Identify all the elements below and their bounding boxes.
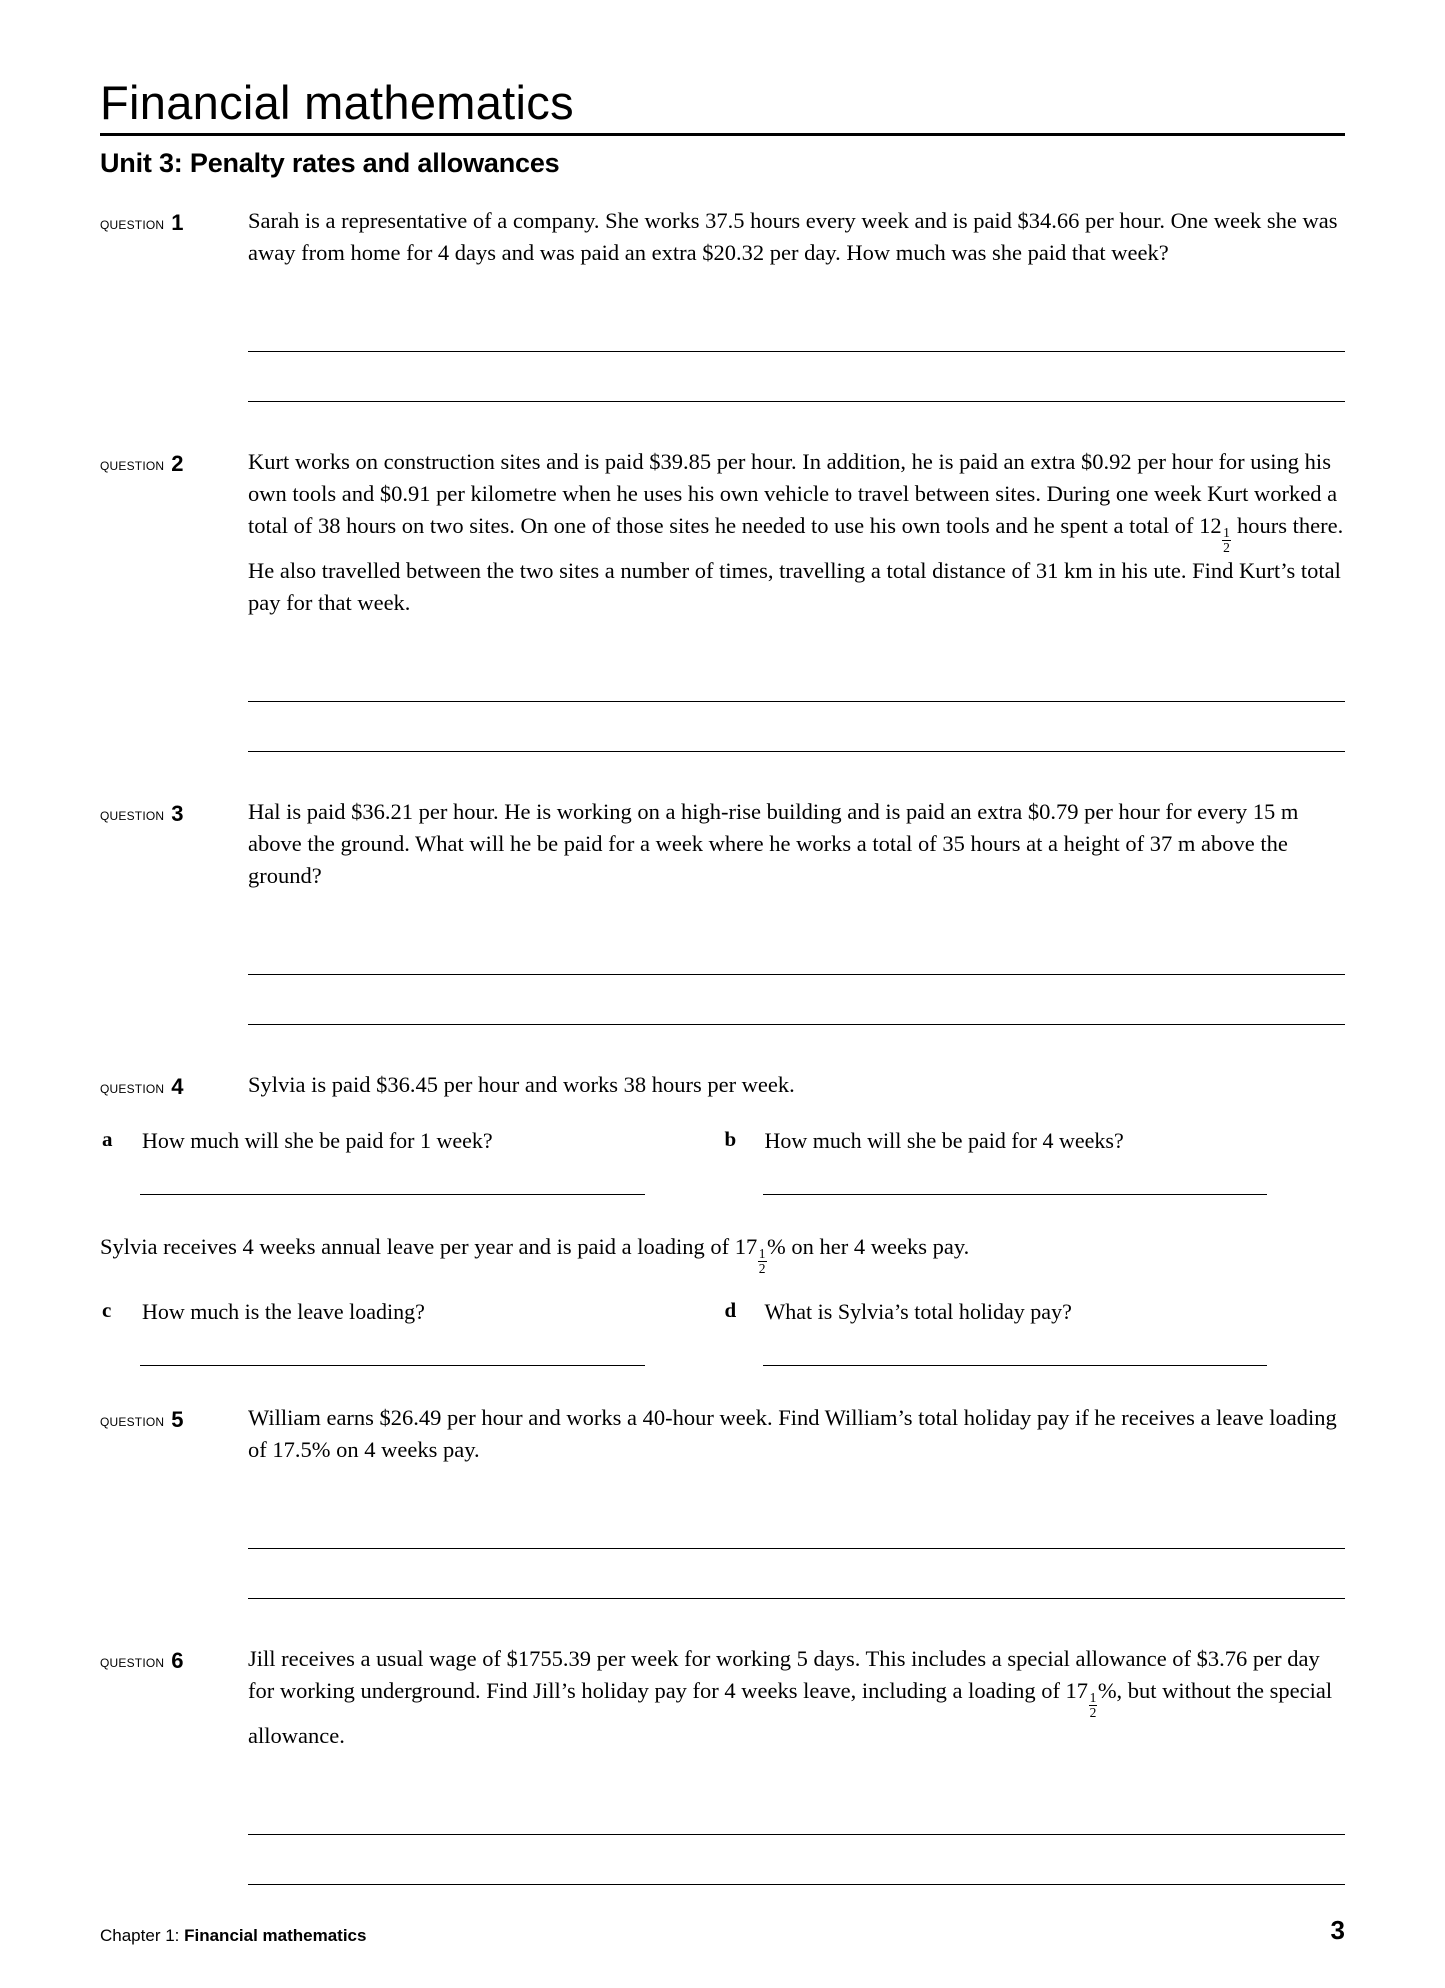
question-label-2 — [100, 446, 248, 477]
answer-space[interactable] — [248, 702, 1345, 751]
question-paragraph — [248, 446, 1345, 619]
page-number: 3 — [1330, 1915, 1345, 1945]
fraction-denominator: 2 — [1089, 1704, 1097, 1720]
question-paragraph: William earns $26.49 per hour and works a 40-hour week. Find William’s total holiday pay if he receives a leave loading of 17.5% on 4 weeks pay. — [248, 1405, 1337, 1463]
spacer — [100, 1195, 1345, 1231]
footer-chapter-label: Chapter 1: — [100, 1926, 185, 1945]
answer-space[interactable] — [248, 922, 1345, 974]
question-4-parts-ab — [100, 1125, 1345, 1156]
statement-segment: Sylvia receives 4 weeks annual leave per year and is paid a loading of 17 — [100, 1234, 758, 1260]
page-title: Financial mathematics — [100, 76, 574, 129]
fraction-denominator: 2 — [758, 1260, 766, 1276]
answer-space[interactable] — [248, 1549, 1345, 1598]
part-d — [723, 1296, 1346, 1327]
answer-space[interactable] — [248, 352, 1345, 401]
answer-rule — [763, 1365, 1268, 1366]
question-text-2 — [248, 446, 1345, 619]
question-number: 4 — [171, 1073, 184, 1099]
answer-rule — [140, 1365, 645, 1366]
page-footer — [100, 1915, 1345, 1946]
statement-segment: % on her 4 weeks pay. — [767, 1234, 970, 1260]
question-number: 1 — [171, 210, 184, 236]
spacer — [100, 619, 1345, 649]
question-text-4 — [248, 1069, 1345, 1101]
question-word: question — [100, 1078, 165, 1097]
question-text-6 — [248, 1643, 1345, 1752]
question-label-4 — [100, 1069, 248, 1100]
question-word: question — [100, 1653, 165, 1672]
spacer — [100, 1599, 1345, 1643]
question-text-5 — [248, 1402, 1345, 1466]
part-text: How much is the leave loading? — [142, 1299, 425, 1325]
question-label-6 — [100, 1643, 248, 1674]
answer-cell-c[interactable] — [100, 1365, 723, 1366]
answer-lines-3[interactable] — [248, 922, 1345, 1025]
question-number: 5 — [171, 1407, 184, 1433]
spacer — [100, 402, 1345, 446]
question-paragraph — [248, 1643, 1345, 1752]
answer-space[interactable] — [248, 299, 1345, 351]
spacer — [100, 892, 1345, 922]
question-block-6 — [100, 1643, 1345, 1752]
part-c — [100, 1296, 723, 1327]
question-number: 3 — [171, 801, 184, 827]
part-a — [100, 1125, 723, 1156]
question-word: question — [100, 456, 165, 475]
fraction-numerator: 1 — [1089, 1690, 1097, 1706]
answer-lines-q4-ab[interactable] — [100, 1194, 1345, 1195]
answer-space[interactable] — [248, 649, 1345, 701]
answer-rule — [763, 1194, 1268, 1195]
part-text: What is Sylvia’s total holiday pay? — [764, 1299, 1072, 1325]
answer-lines-1[interactable] — [248, 299, 1345, 402]
title-divider — [100, 133, 1345, 136]
question-label-1 — [100, 205, 248, 236]
part-letter: c — [102, 1298, 112, 1323]
question-number: 2 — [171, 451, 184, 477]
question-block-3 — [100, 796, 1345, 892]
mixed-fraction — [1222, 526, 1231, 554]
answer-lines-5[interactable] — [248, 1496, 1345, 1599]
spacer — [100, 752, 1345, 796]
spacer — [100, 1101, 1345, 1125]
part-text: How much will she be paid for 4 weeks? — [764, 1127, 1124, 1153]
part-text: How much will she be paid for 1 week? — [142, 1127, 493, 1153]
answer-space[interactable] — [248, 1496, 1345, 1548]
question-word: question — [100, 1412, 165, 1431]
question-block-4 — [100, 1069, 1345, 1101]
answer-rule — [140, 1194, 645, 1195]
fraction-numerator: 1 — [1223, 525, 1230, 541]
answer-space[interactable] — [248, 975, 1345, 1024]
spacer — [100, 1752, 1345, 1782]
question-text-segment: Kurt works on construction sites and is paid $39.85 per hour. In addition, he is paid an extra $0.92 per hour for using his own tools and $0.91 per kilometre when he uses his own vehicle to travel between sites. During one week Kurt worked a total of 38 hours on two sites. On one of those sites he needed to use his own tools and he spent a total of 12 — [248, 449, 1338, 539]
spacer — [100, 1466, 1345, 1496]
answer-rule — [248, 1884, 1345, 1885]
fraction-denominator: 2 — [1223, 539, 1230, 555]
question-text-1 — [248, 205, 1345, 269]
answer-cell-b[interactable] — [723, 1194, 1346, 1195]
answer-cell-a[interactable] — [100, 1194, 723, 1195]
part-letter: a — [102, 1126, 113, 1151]
answer-lines-2[interactable] — [248, 649, 1345, 752]
question-word: question — [100, 215, 165, 234]
question-text-segment: %, but without the special allowance. — [248, 1678, 1333, 1749]
answer-space[interactable] — [248, 1835, 1345, 1884]
spacer — [100, 1276, 1345, 1296]
spacer — [100, 1366, 1345, 1402]
question-block-5 — [100, 1402, 1345, 1466]
question-word: question — [100, 806, 165, 825]
footer-chapter — [100, 1926, 366, 1946]
question-label-5 — [100, 1402, 248, 1433]
part-letter: d — [724, 1298, 737, 1323]
answer-lines-6[interactable] — [248, 1782, 1345, 1885]
mixed-fraction — [1089, 1691, 1098, 1719]
answer-lines-q4-cd[interactable] — [100, 1365, 1345, 1366]
question-text-segment: Jill receives a usual wage of $1755.39 per week for working 5 days. This includes a special allowance of $3.76 per day for working underground. Find Jill’s holiday pay for 4 weeks leave, including a loading of 17 — [248, 1646, 1320, 1704]
leave-loading-statement — [100, 1231, 1345, 1276]
question-text-3 — [248, 796, 1345, 892]
question-label-3 — [100, 796, 248, 827]
question-paragraph: Sarah is a representative of a company. She works 37.5 hours every week and is paid $34.66 per hour. One week she was away from home for 4 days and was paid an extra $20.32 per day. How much was she paid that week? — [248, 208, 1338, 266]
part-letter: b — [724, 1126, 737, 1151]
question-block-2 — [100, 446, 1345, 619]
footer-chapter-title: Financial mathematics — [184, 1926, 367, 1945]
question-block-1 — [100, 205, 1345, 269]
part-b — [723, 1125, 1346, 1156]
spacer — [100, 1025, 1345, 1069]
question-paragraph: Hal is paid $36.21 per hour. He is working on a high-rise building and is paid an extra $0.79 per hour for every 15 m above the ground. What will he be paid for a week where he works a total of 35 hours at a height of 37 m above the ground? — [248, 799, 1299, 888]
unit-heading: Unit 3: Penalty rates and allowances — [100, 148, 560, 179]
spacer — [100, 269, 1345, 299]
question-paragraph: Sylvia is paid $36.45 per hour and works 38 hours per week. — [248, 1071, 795, 1097]
answer-space[interactable] — [248, 1782, 1345, 1834]
mixed-fraction — [758, 1247, 767, 1275]
answer-cell-d[interactable] — [723, 1365, 1346, 1366]
question-4-parts-cd — [100, 1296, 1345, 1327]
fraction-numerator: 1 — [758, 1246, 766, 1262]
question-number: 6 — [171, 1648, 184, 1674]
question-text-segment: hours there. He also travelled between the two sites a number of times, travelling a total distance of 31 km in his ute. Find Kurt’s total pay for that week. — [248, 513, 1344, 616]
